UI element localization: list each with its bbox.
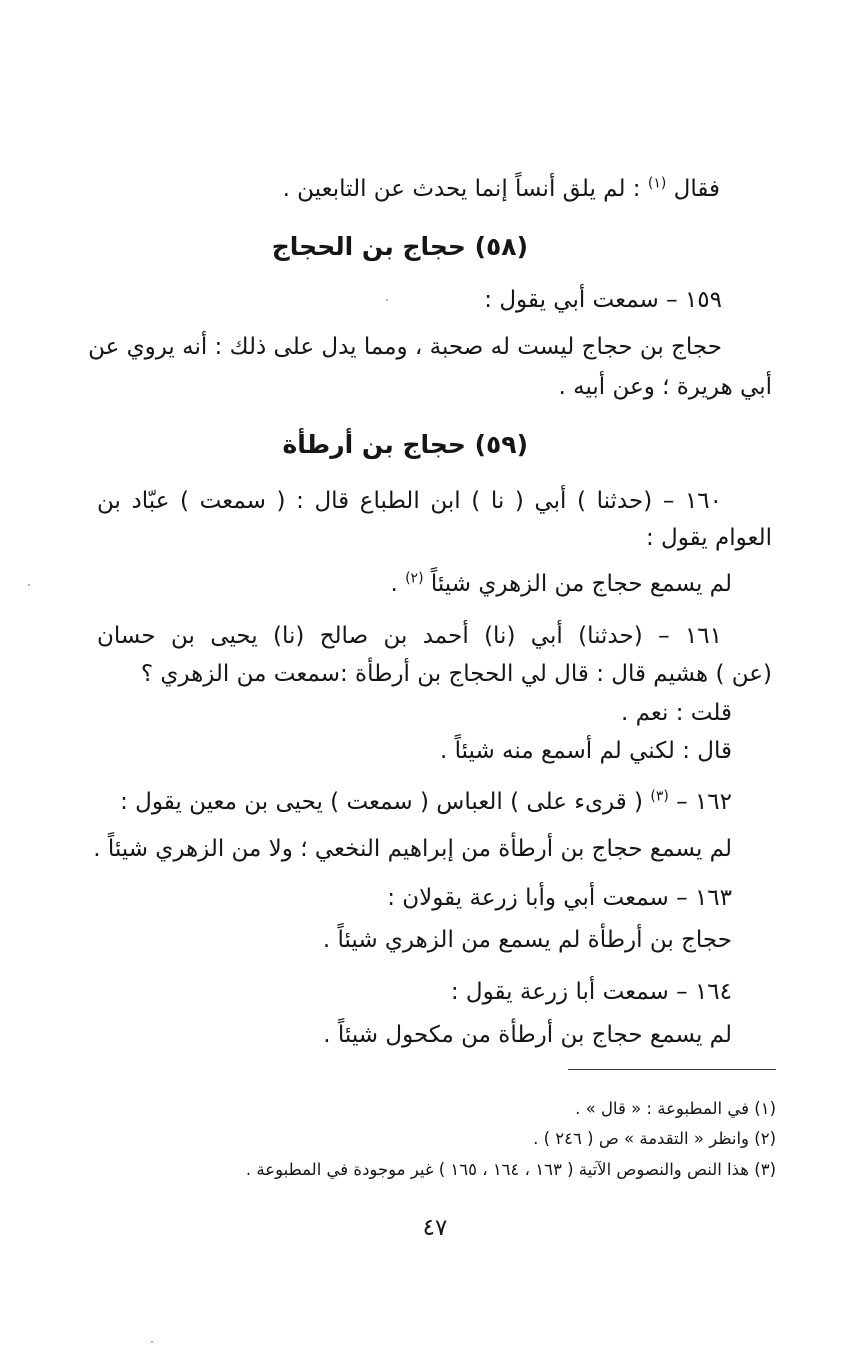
body-line-1	[283, 173, 720, 205]
footnote-ref-1: (١)	[647, 175, 667, 192]
footnote-ref-2: (٢)	[405, 570, 424, 587]
entry-163-line-1: ١٦٣ – سمعت أبي وأبا زرعة يقولان :	[387, 885, 732, 911]
entry-162-line-1-end: ( قرىء على ) العباس ( سمعت ) يحيى بن معين يقول :	[120, 789, 651, 815]
entry-161-line-3: قلت : نعم .	[621, 700, 732, 726]
entry-160-line-3-end: .	[390, 571, 406, 597]
entry-161-line-4: قال : لكني لم أسمع منه شيئاً .	[439, 738, 732, 764]
entry-163-line-2: حجاج بن أرطأة لم يسمع من الزهري شيئاً .	[322, 927, 732, 953]
entry-159-heading: ١٥٩ – سمعت أبي يقول :	[484, 287, 722, 313]
entry-162-line-2: لم يسمع حجاج بن أرطأة من إبراهيم النخعي ؛ ولا من الزهري شيئاً .	[93, 836, 732, 862]
scan-speck	[386, 299, 388, 301]
entry-161-line-2: (عن ) هشيم قال : قال لي الحجاج بن أرطأة :سمعت من الزهري ؟	[140, 661, 772, 687]
entry-160-line-1: ١٦٠ – (حدثنا ) أبي ( نا ) ابن الطباع قال : ( سمعت ) عبّاد بن	[97, 488, 722, 514]
entry-159-line-2: أبي هريرة ؛ وعن أبيه .	[558, 374, 772, 400]
section-heading-58: (٥٨) حجاج بن الحجاج	[271, 232, 528, 261]
footnote-2: (٢) وانظر « التقدمة » ص ( ٢٤٦ ) .	[533, 1129, 776, 1148]
footnote-separator	[568, 1069, 776, 1070]
scan-speck	[151, 1341, 153, 1343]
entry-160-line-3	[390, 568, 732, 600]
footnote-1: (١) في المطبوعة : « قال » .	[575, 1099, 776, 1118]
footnote-ref-3: (٣)	[650, 788, 669, 805]
scan-speck	[28, 584, 30, 586]
body-line-1-end: : لم يلق أنساً إنما يحدث عن التابعين .	[282, 176, 648, 202]
entry-160-line-3-start: لم يسمع حجاج من الزهري شيئاً	[423, 571, 732, 597]
entry-162-line-1-start: ١٦٢ –	[668, 789, 732, 815]
body-line-1-start: فقال	[666, 176, 720, 202]
entry-164-line-2: لم يسمع حجاج بن أرطأة من مكحول شيئاً .	[323, 1022, 732, 1048]
entry-161-line-1: ١٦١ – (حدثنا) أبي (نا) أحمد بن صالح (نا) يحيى بن حسان	[97, 623, 722, 649]
entry-159-line-1: حجاج بن حجاج ليست له صحبة ، ومما يدل على ذلك : أنه يروي عن	[88, 334, 722, 360]
page-number: ٤٧	[422, 1215, 448, 1241]
entry-160-line-2: العوام يقول :	[645, 525, 772, 551]
footnote-3: (٣) هذا النص والنصوص الآتية ( ١٦٣ ، ١٦٤ ، ١٦٥ ) غير موجودة في المطبوعة .	[245, 1160, 776, 1179]
section-heading-59: (٥٩) حجاج بن أرطأة	[282, 430, 528, 459]
entry-164-line-1: ١٦٤ – سمعت أبا زرعة يقول :	[450, 979, 732, 1005]
entry-162-line-1	[120, 786, 732, 818]
